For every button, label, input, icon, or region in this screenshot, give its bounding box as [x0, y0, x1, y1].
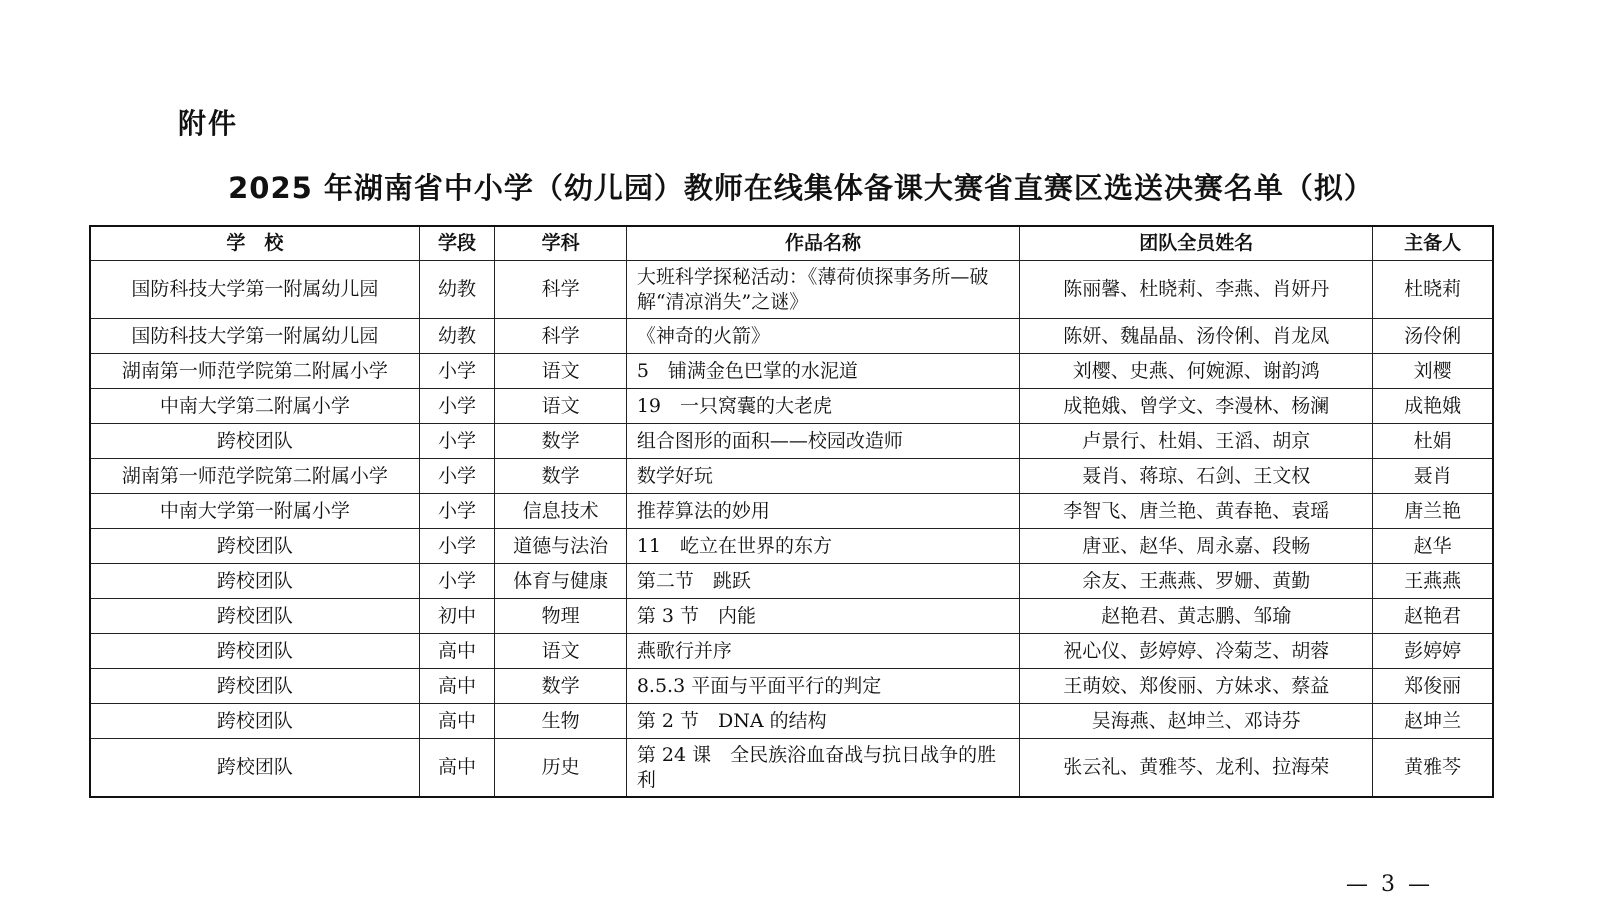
lead-preparer-cell: 郑俊丽 — [1373, 669, 1493, 704]
team-members-cell: 聂肖、蒋琼、石剑、王文权 — [1020, 459, 1373, 494]
table-row — [90, 564, 1493, 599]
subject-cell: 体育与健康 — [495, 564, 626, 599]
header-stage: 学段 — [419, 226, 495, 261]
team-members-cell: 余友、王燕燕、罗姗、黄勤 — [1020, 564, 1373, 599]
lead-preparer-cell: 杜娟 — [1373, 424, 1493, 459]
team-members-cell: 祝心仪、彭婷婷、冷菊芝、胡蓉 — [1020, 634, 1373, 669]
school-cell: 跨校团队 — [90, 634, 419, 669]
stage-cell: 高中 — [419, 669, 495, 704]
stage-cell: 小学 — [419, 529, 495, 564]
table-body — [90, 261, 1493, 798]
lead-preparer-cell: 黄雅芩 — [1373, 739, 1493, 798]
finalist-table — [89, 225, 1494, 798]
lead-preparer-cell: 赵华 — [1373, 529, 1493, 564]
table-row — [90, 599, 1493, 634]
lead-preparer-cell: 成艳娥 — [1373, 389, 1493, 424]
stage-cell: 幼教 — [419, 261, 495, 319]
work-title-cell: 11 屹立在世界的东方 — [626, 529, 1019, 564]
school-cell: 跨校团队 — [90, 669, 419, 704]
work-title-cell: 19 一只窝囊的大老虎 — [626, 389, 1019, 424]
lead-preparer-cell: 彭婷婷 — [1373, 634, 1493, 669]
team-members-cell: 王萌姣、郑俊丽、方妹求、蔡益 — [1020, 669, 1373, 704]
work-title-cell: 第 3 节 内能 — [626, 599, 1019, 634]
team-members-cell: 陈丽馨、杜晓莉、李燕、肖妍丹 — [1020, 261, 1373, 319]
subject-cell: 物理 — [495, 599, 626, 634]
header-subject: 学科 — [495, 226, 626, 261]
subject-cell: 数学 — [495, 424, 626, 459]
lead-preparer-cell: 杜晓莉 — [1373, 261, 1493, 319]
table-row — [90, 459, 1493, 494]
table-row — [90, 354, 1493, 389]
stage-cell: 高中 — [419, 704, 495, 739]
team-members-cell: 刘樱、史燕、何婉源、谢韵鸿 — [1020, 354, 1373, 389]
subject-cell: 历史 — [495, 739, 626, 798]
work-title-cell: 数学好玩 — [626, 459, 1019, 494]
lead-preparer-cell: 王燕燕 — [1373, 564, 1493, 599]
school-cell: 跨校团队 — [90, 529, 419, 564]
header-lead-preparer: 主备人 — [1373, 226, 1493, 261]
school-cell: 中南大学第二附属小学 — [90, 389, 419, 424]
table-row — [90, 389, 1493, 424]
team-members-cell: 吴海燕、赵坤兰、邓诗芬 — [1020, 704, 1373, 739]
school-cell: 中南大学第一附属小学 — [90, 494, 419, 529]
school-cell: 跨校团队 — [90, 739, 419, 798]
school-cell: 跨校团队 — [90, 424, 419, 459]
lead-preparer-cell: 赵艳君 — [1373, 599, 1493, 634]
lead-preparer-cell: 汤伶俐 — [1373, 319, 1493, 354]
work-title-cell: 推荐算法的妙用 — [626, 494, 1019, 529]
lead-preparer-cell: 刘樱 — [1373, 354, 1493, 389]
school-cell: 湖南第一师范学院第二附属小学 — [90, 354, 419, 389]
subject-cell: 科学 — [495, 319, 626, 354]
subject-cell: 信息技术 — [495, 494, 626, 529]
team-members-cell: 卢景行、杜娟、王滔、胡京 — [1020, 424, 1373, 459]
work-title-cell: 《神奇的火箭》 — [626, 319, 1019, 354]
header-team-members: 团队全员姓名 — [1020, 226, 1373, 261]
school-cell: 国防科技大学第一附属幼儿园 — [90, 319, 419, 354]
stage-cell: 小学 — [419, 424, 495, 459]
table-row — [90, 494, 1493, 529]
stage-cell: 小学 — [419, 564, 495, 599]
stage-cell: 幼教 — [419, 319, 495, 354]
subject-cell: 数学 — [495, 459, 626, 494]
table-row — [90, 424, 1493, 459]
stage-cell: 高中 — [419, 634, 495, 669]
subject-cell: 数学 — [495, 669, 626, 704]
work-title-cell: 第 2 节 DNA 的结构 — [626, 704, 1019, 739]
table-row — [90, 529, 1493, 564]
work-title-cell: 5 铺满金色巴掌的水泥道 — [626, 354, 1019, 389]
school-cell: 跨校团队 — [90, 599, 419, 634]
work-title-cell: 第 24 课 全民族浴血奋战与抗日战争的胜利 — [626, 739, 1019, 798]
team-members-cell: 唐亚、赵华、周永嘉、段畅 — [1020, 529, 1373, 564]
table-row — [90, 704, 1493, 739]
table-row — [90, 319, 1493, 354]
stage-cell: 小学 — [419, 459, 495, 494]
work-title-cell: 燕歌行并序 — [626, 634, 1019, 669]
page-number: — 3 — — [1346, 872, 1433, 897]
stage-cell: 高中 — [419, 739, 495, 798]
subject-cell: 语文 — [495, 354, 626, 389]
stage-cell: 小学 — [419, 494, 495, 529]
stage-cell: 小学 — [419, 389, 495, 424]
subject-cell: 道德与法治 — [495, 529, 626, 564]
school-cell: 湖南第一师范学院第二附属小学 — [90, 459, 419, 494]
stage-cell: 小学 — [419, 354, 495, 389]
work-title-cell: 8.5.3 平面与平面平行的判定 — [626, 669, 1019, 704]
table-row — [90, 261, 1493, 319]
lead-preparer-cell: 赵坤兰 — [1373, 704, 1493, 739]
work-title-cell: 大班科学探秘活动：《薄荷侦探事务所—破解“清凉消失”之谜》 — [626, 261, 1019, 319]
team-members-cell: 陈妍、魏晶晶、汤伶俐、肖龙凤 — [1020, 319, 1373, 354]
attachment-label: 附件 — [178, 107, 239, 140]
table-row — [90, 739, 1493, 798]
subject-cell: 科学 — [495, 261, 626, 319]
team-members-cell: 成艳娥、曾学文、李漫林、杨澜 — [1020, 389, 1373, 424]
table-header-row — [90, 226, 1493, 261]
table-row — [90, 669, 1493, 704]
school-cell: 跨校团队 — [90, 704, 419, 739]
team-members-cell: 张云礼、黄雅芩、龙利、拉海荣 — [1020, 739, 1373, 798]
stage-cell: 初中 — [419, 599, 495, 634]
team-members-cell: 李智飞、唐兰艳、黄春艳、袁瑶 — [1020, 494, 1373, 529]
table-row — [90, 634, 1493, 669]
header-school: 学 校 — [90, 226, 419, 261]
subject-cell: 生物 — [495, 704, 626, 739]
header-work-title: 作品名称 — [626, 226, 1019, 261]
team-members-cell: 赵艳君、黄志鹏、邹瑜 — [1020, 599, 1373, 634]
work-title-cell: 组合图形的面积——校园改造师 — [626, 424, 1019, 459]
school-cell: 国防科技大学第一附属幼儿园 — [90, 261, 419, 319]
document-title: 2025 年湖南省中小学（幼儿园）教师在线集体备课大赛省直赛区选送决赛名单（拟） — [228, 171, 1374, 205]
work-title-cell: 第二节 跳跃 — [626, 564, 1019, 599]
subject-cell: 语文 — [495, 389, 626, 424]
lead-preparer-cell: 唐兰艳 — [1373, 494, 1493, 529]
school-cell: 跨校团队 — [90, 564, 419, 599]
subject-cell: 语文 — [495, 634, 626, 669]
lead-preparer-cell: 聂肖 — [1373, 459, 1493, 494]
